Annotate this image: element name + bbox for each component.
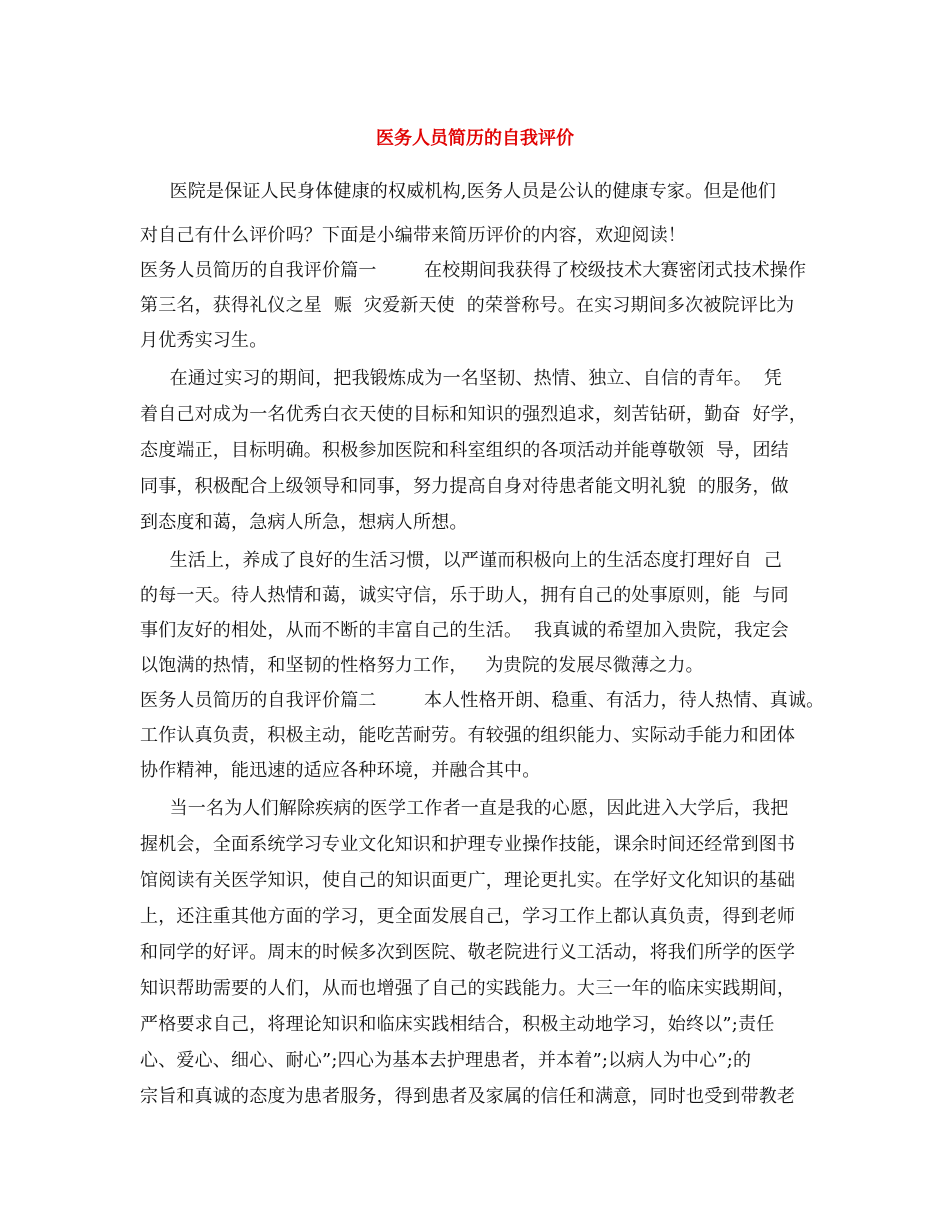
text-line: 以饱满的热情，和坚韧的性格努力工作， 为贵院的发展尽微薄之力。 — [140, 655, 704, 676]
text-line: 到态度和蔼，急病人所急，想病人所想。 — [140, 512, 468, 533]
text-line: 同事，积极配合上级领导和同事，努力提高自身对待患者能文明礼貌 的服务，做 — [140, 476, 789, 497]
text-line: 宗旨和真诚的态度为患者服务，得到患者及家属的信任和满意，同时也受到带教老 — [140, 1086, 796, 1107]
text-line: 当一名为人们解除疾病的医学工作者一直是我的心愿，因此进入大学后，我把 — [140, 798, 789, 819]
text-line: 着自己对成为一名优秀白衣天使的目标和知识的强烈追求，刻苦钻研，勤奋 好学， — [140, 404, 808, 425]
text-line: 生活上，养成了良好的生活习惯，以严谨而积极向上的生活态度打理好自 己 — [140, 550, 783, 571]
text-line: 第三名，获得礼仪之星 赈 灾爱新天使 的荣誉称号。在实习期间多次被院评比为 — [140, 295, 795, 316]
text-line: 知识帮助需要的人们，从而也增强了自己的实践能力。大三一年的临床实践期间， — [140, 978, 796, 999]
text-line: 馆阅读有关医学知识，使自己的知识面更广，理论更扎实。在学好文化知识的基础 — [140, 870, 796, 891]
text-line: 和同学的好评。周末的时候多次到医院、敬老院进行义工活动，将我们所学的医学 — [140, 942, 796, 963]
text-line: 态度端正，目标明确。积极参加医院和科室组织的各项活动并能尊敬领 导，团结 — [140, 440, 789, 461]
text-line: 上，还注重其他方面的学习，更全面发展自己，学习工作上都认真负责，得到老师 — [140, 906, 796, 927]
text-line: 的每一天。待人热情和蔼，诚实守信，乐于助人，拥有自己的处事原则，能 与同 — [140, 585, 789, 606]
text-line: 事们友好的相处，从而不断的丰富自己的生活。 我真诚的希望加入贵院，我定会 — [140, 620, 789, 641]
text-line: 月优秀实习生。 — [140, 330, 268, 351]
text-line: 握机会，全面系统学习专业文化知识和护理专业操作技能，课余时间还经常到图书 — [140, 834, 796, 855]
document-title: 医务人员简历的自我评价 — [376, 128, 574, 149]
text-line: 对自己有什么评价吗？下面是小编带来简历评价的内容，欢迎阅读！ — [140, 225, 686, 246]
text-line: 协作精神，能迅速的适应各种环境，并融合其中。 — [140, 760, 541, 781]
text-line: 工作认真负责，积极主动，能吃苦耐劳。有较强的组织能力、实际动手能力和团体 — [140, 725, 796, 746]
text-line: 医务人员简历的自我评价篇二 本人性格开朗、稳重、有活力，待人热情、真诚。 — [140, 690, 825, 711]
text-line: 在通过实习的期间，把我锻炼成为一名坚韧、热情、独立、自信的青年。 凭 — [140, 368, 783, 389]
text-line: 严格要求自己，将理论知识和临床实践相结合，积极主动地学习，始终以”;责任 — [140, 1014, 775, 1035]
text-line: 医院是保证人民身体健康的权威机构,医务人员是公认的健康专家。但是他们 — [140, 181, 777, 202]
text-line: 心、爱心、细心、耐心”;四心为基本去护理患者，并本着”;以病人为中心”;的 — [140, 1050, 752, 1071]
text-line: 医务人员简历的自我评价篇一 在校期间我获得了校级技术大赛密闭式技术操作 — [140, 260, 807, 281]
